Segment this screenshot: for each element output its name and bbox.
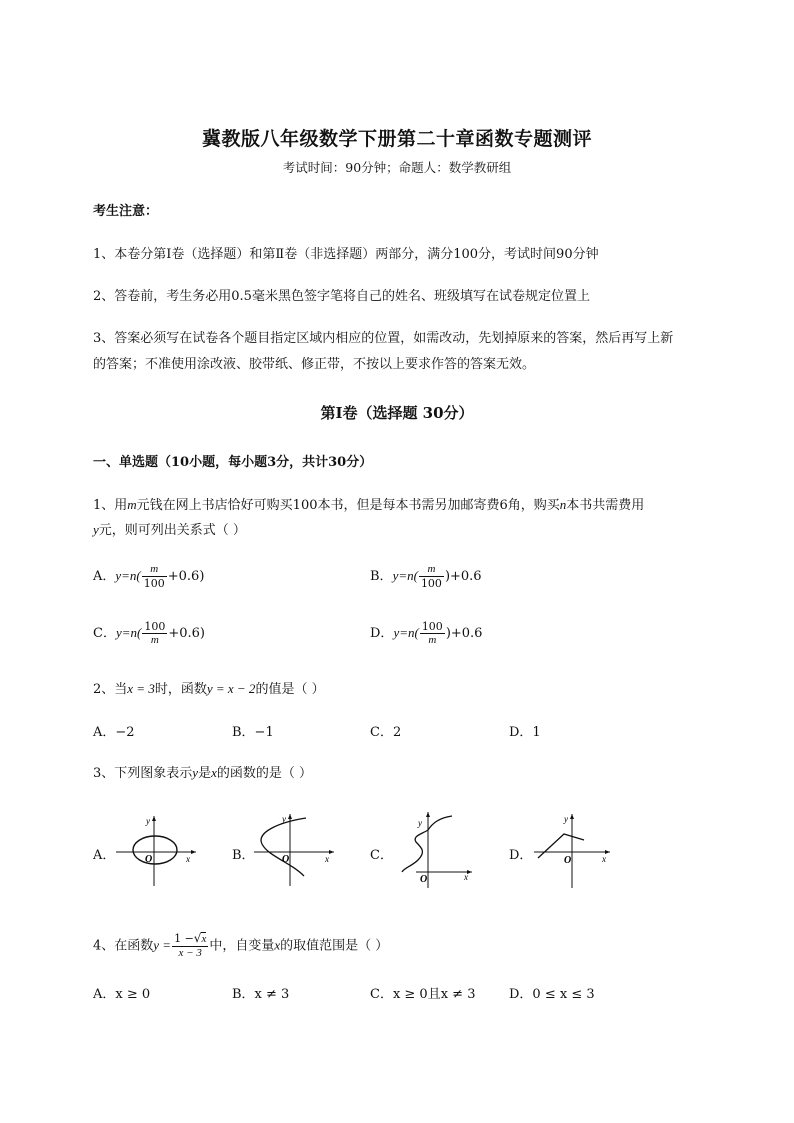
q3-graph-a[interactable] bbox=[112, 810, 198, 886]
notice-item-3: 3、答案必须写在试卷各个题目指定区域内相应的位置，如需改动，先划掉原来的答案，然后再写上新 bbox=[93, 331, 674, 346]
q4-option-a[interactable]: A．x ≥ 0 bbox=[93, 987, 151, 1002]
q2-option-b[interactable]: B．−1 bbox=[232, 725, 274, 740]
q3-option-c-label[interactable]: C． bbox=[370, 848, 393, 863]
parabola-curve bbox=[261, 818, 306, 876]
part-heading: 一、单选题（10小题，每小题3分，共计30分） bbox=[93, 455, 373, 470]
q3-option-a-label[interactable]: A． bbox=[93, 848, 116, 863]
notice-item-1: 1、本卷分第I卷（选择题）和第Ⅱ卷（非选择题）两部分，满分100分，考试时间90分钟 bbox=[93, 247, 599, 262]
question-4-stem: 4、在函数y = $\frac{1 -√x}{x - 3}$ 中，自变量x的取值范围是（ ） bbox=[93, 931, 389, 959]
origin-label: O bbox=[420, 874, 428, 885]
question-1-stem-cont: y元，则可列出关系式（ ） bbox=[93, 522, 246, 538]
axis-y-label: y bbox=[146, 816, 150, 826]
page-subtitle: 考试时间：90分钟；命题人：数学教研组 bbox=[282, 160, 512, 175]
section-title: 第I卷（选择题 30分） bbox=[320, 404, 474, 422]
q1-option-c[interactable]: C．y=n( $\frac{100}{m}$ +0.6) bbox=[93, 620, 205, 646]
axis-x-label: x bbox=[464, 872, 468, 882]
page-title: 冀教版八年级数学下册第二十章函数专题测评 bbox=[201, 128, 592, 150]
fraction: $\frac{100}{m}$ bbox=[144, 620, 166, 646]
axis-y-label: y bbox=[282, 814, 286, 824]
origin-label: O bbox=[282, 854, 290, 865]
fraction: $\frac{m}{100}$ bbox=[143, 563, 165, 590]
ellipse-curve bbox=[133, 836, 177, 864]
q3-graph-c[interactable] bbox=[392, 806, 478, 888]
notice-item-2: 2、答卷前，考生务必用0.5毫米黑色签字笔将自己的姓名、班级填写在试卷规定位置上 bbox=[93, 289, 590, 304]
fraction: $\frac{m}{100}$ bbox=[420, 563, 442, 590]
fraction: $\frac{1 -√x}{x - 3}$ bbox=[174, 931, 207, 959]
q1-option-a[interactable]: A．y=n( $\frac{m}{100}$ +0.6) bbox=[93, 563, 205, 590]
notice-item-3-cont: 的答案；不准使用涂改液、胶带纸、修正带，不按以上要求作答的答案无效。 bbox=[93, 357, 536, 372]
notice-heading: 考生注意： bbox=[93, 204, 159, 219]
origin-label: O bbox=[145, 854, 153, 865]
origin-label: O bbox=[564, 855, 572, 866]
question-3-stem: 3、下列图象表示y是x的函数的是（ ） bbox=[93, 765, 312, 781]
q1-option-b[interactable]: B．y=n( $\frac{m}{100}$ )+0.6 bbox=[370, 563, 482, 590]
q4-option-d[interactable]: D．0 ≤ x ≤ 3 bbox=[509, 987, 595, 1002]
axis-x-label: x bbox=[186, 854, 190, 864]
q2-option-d[interactable]: D．1 bbox=[509, 725, 541, 740]
q3-option-d-label[interactable]: D． bbox=[509, 848, 533, 863]
q3-graph-b[interactable] bbox=[250, 808, 336, 886]
q3-graph-d[interactable] bbox=[530, 808, 616, 888]
question-1-stem: 1、用m元钱在网上书店恰好可购买100本书，但是每本书需另加邮寄费6角，购买n本书共需费用 bbox=[93, 497, 645, 513]
broken-line bbox=[538, 834, 584, 858]
q4-option-b[interactable]: B．x ≠ 3 bbox=[232, 987, 290, 1002]
axis-y-label: y bbox=[564, 814, 568, 824]
axis-x-label: x bbox=[602, 854, 606, 864]
q1-option-d[interactable]: D．y=n( $\frac{100}{m}$ )+0.6 bbox=[370, 620, 483, 646]
s-curve bbox=[402, 816, 452, 872]
fraction: $\frac{100}{m}$ bbox=[421, 620, 443, 646]
question-2-stem: 2、当x = 3时，函数y = x − 2的值是（ ） bbox=[93, 681, 325, 697]
axis-x-label: x bbox=[325, 854, 329, 864]
q2-option-c[interactable]: C．2 bbox=[370, 725, 402, 740]
q4-option-c[interactable]: C．x ≥ 0且x ≠ 3 bbox=[370, 987, 476, 1002]
q2-option-a[interactable]: A．−2 bbox=[93, 725, 135, 740]
axis-y-label: y bbox=[418, 818, 422, 828]
q3-option-b-label[interactable]: B． bbox=[232, 848, 255, 863]
